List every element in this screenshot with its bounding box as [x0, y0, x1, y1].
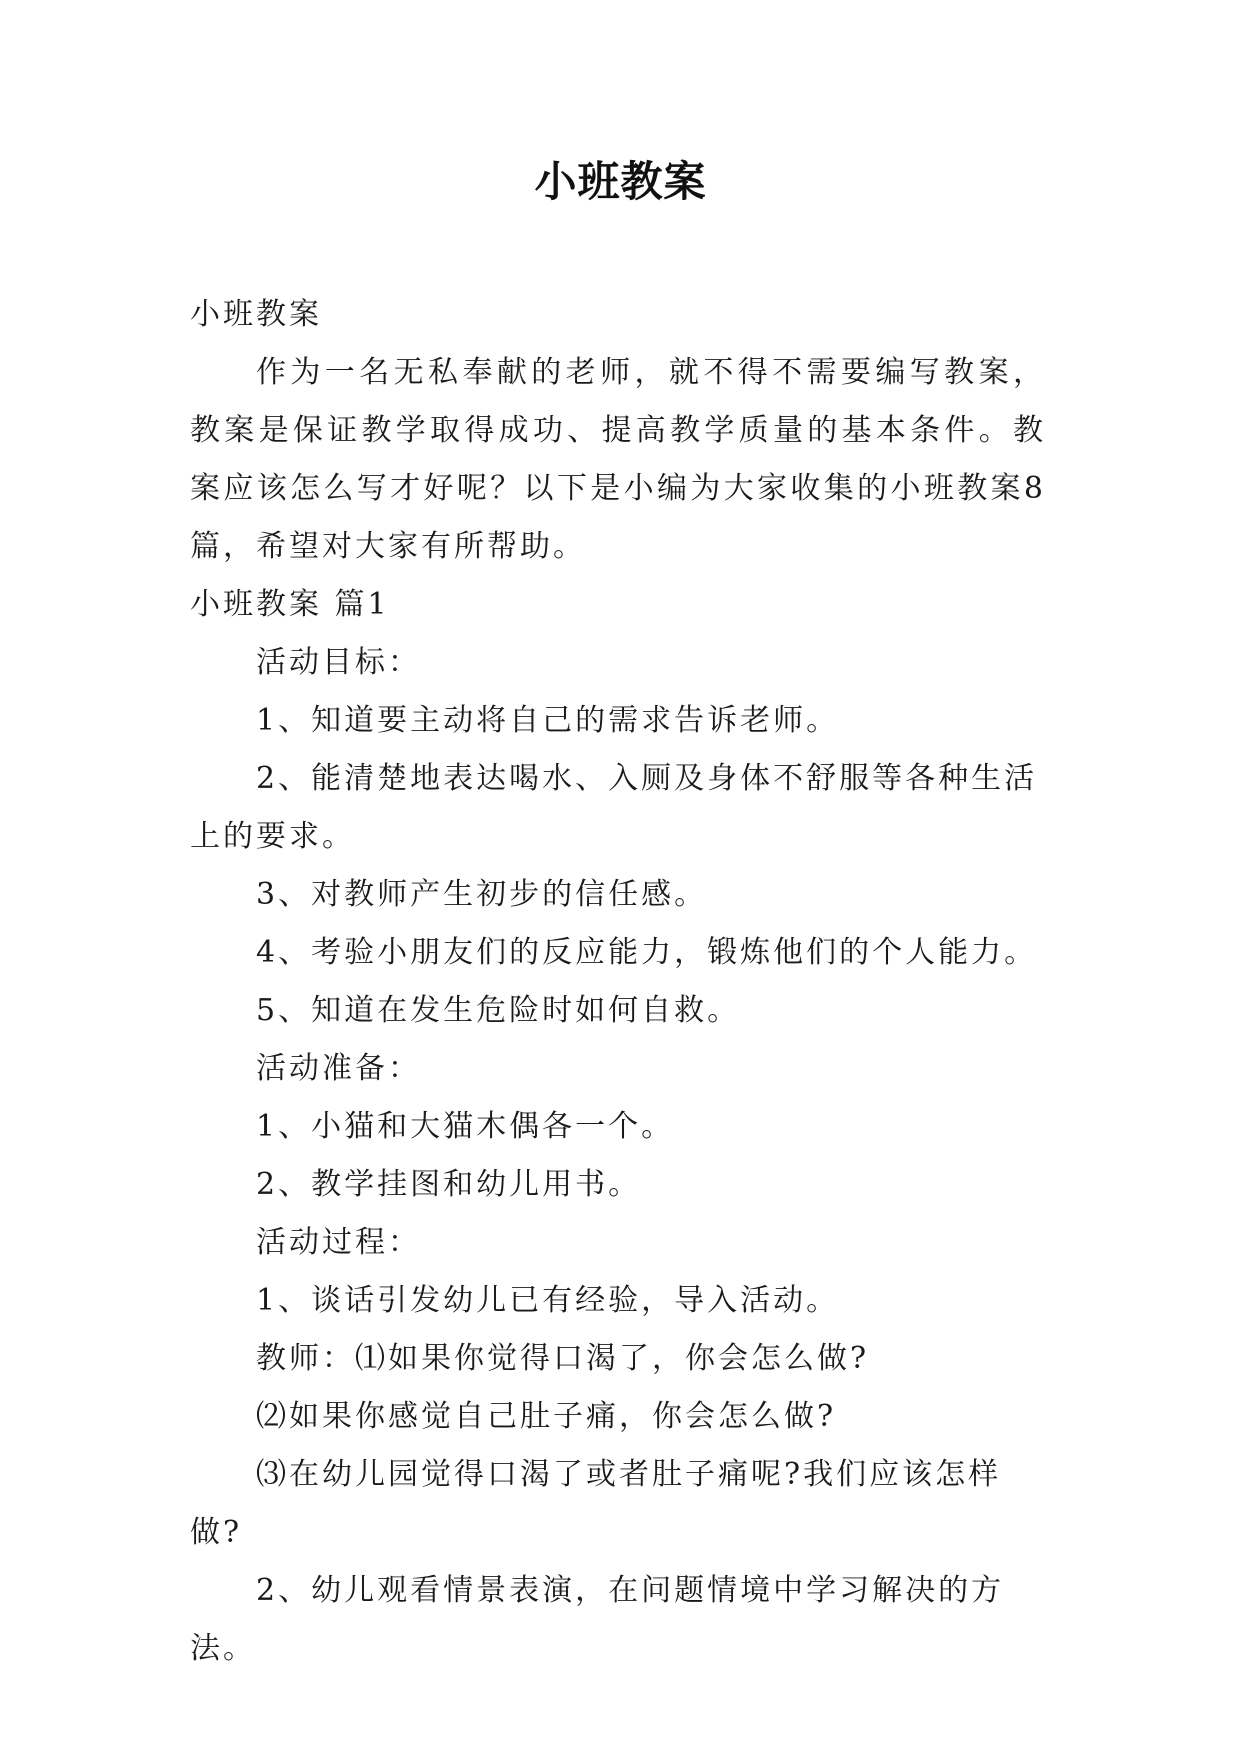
process-item: 1、谈话引发幼儿已有经验，导入活动。 [256, 1283, 840, 1318]
document-body [190, 286, 1046, 1678]
prep-item: 1、小猫和大猫木偶各一个。 [256, 1109, 675, 1144]
prep-item: 2、教学挂图和幼儿用书。 [256, 1167, 642, 1202]
process-item: 教师：⑴如果你觉得口渴了，你会怎么做? [256, 1341, 870, 1376]
goal-item: 3、对教师产生初步的信任感。 [256, 877, 708, 912]
section-heading: 小班教案 篇1 [190, 587, 390, 622]
goal-item: 5、知道在发生危险时如何自救。 [256, 993, 741, 1028]
process-item: ⑵如果你感觉自己肚子痛，你会怎么做? [256, 1399, 837, 1434]
goal-item: 4、考验小朋友们的反应能力，锻炼他们的个人能力。 [256, 935, 1038, 970]
intro-paragraph: 作为一名无私奉献的老师，就不得不需要编写教案，教案是保证教学取得成功、提高教学质量的基本条件。教案应该怎么写才好呢？以下是小编为大家收集的小班教案8篇，希望对大家有所帮助。 [190, 355, 1046, 564]
prep-heading: 活动准备： [256, 1051, 421, 1086]
goal-item: 2、能清楚地表达喝水、入厕及身体不舒服等各种生活上的要求。 [190, 761, 1038, 854]
process-item: 2、幼儿观看情景表演，在问题情境中学习解决的方法。 [190, 1573, 1005, 1666]
document-title: 小班教案 [534, 157, 707, 206]
goals-heading: 活动目标： [256, 645, 421, 680]
goal-item: 1、知道要主动将自己的需求告诉老师。 [256, 703, 840, 738]
process-heading: 活动过程： [256, 1225, 421, 1260]
process-item: ⑶在幼儿园觉得口渴了或者肚子痛呢?我们应该怎样做? [190, 1457, 1002, 1550]
document-subtitle: 小班教案 [190, 297, 322, 332]
